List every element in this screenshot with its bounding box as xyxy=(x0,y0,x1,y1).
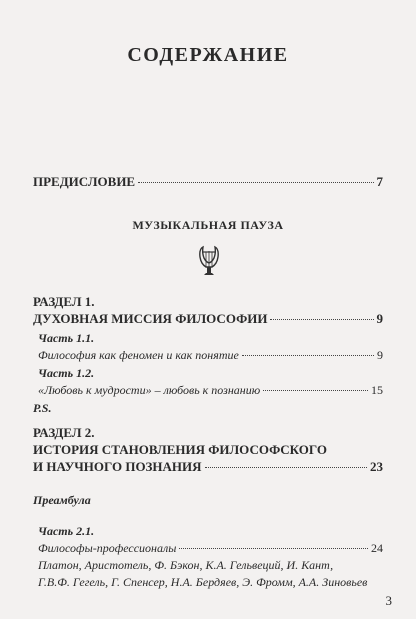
page-title: СОДЕРЖАНИЕ xyxy=(127,44,289,66)
toc-entry-section-1[interactable] xyxy=(33,311,383,327)
toc-entry-page: 9 xyxy=(377,348,383,362)
toc-entry-page: 9 xyxy=(376,311,383,326)
leader-dots xyxy=(179,548,368,549)
leader-dots xyxy=(138,182,373,183)
postscript-label: P.S. xyxy=(33,401,52,415)
toc-entry-part-1-1[interactable] xyxy=(38,348,383,363)
toc-entry-label: ДУХОВНАЯ МИССИЯ ФИЛОСОФИИ xyxy=(33,311,268,326)
toc-entry-page: 23 xyxy=(370,459,383,474)
part-2-1-label: Часть 2.1. xyxy=(38,524,95,538)
section-1-heading: РАЗДЕЛ 1. xyxy=(33,294,95,309)
music-pause-heading: МУЗЫКАЛЬНАЯ ПАУЗА xyxy=(132,218,284,232)
toc-entry-label: Философия как феномен и как понятие xyxy=(38,348,239,362)
preamble-label: Преамбула xyxy=(33,493,91,507)
leader-dots xyxy=(270,319,373,320)
section-2-heading: РАЗДЕЛ 2. xyxy=(33,425,95,440)
lyre-icon xyxy=(198,245,220,277)
toc-entry-label: Философы-профессионалы xyxy=(38,541,177,555)
section-2-title-line-1: ИСТОРИЯ СТАНОВЛЕНИЯ ФИЛОСОФСКОГО xyxy=(33,442,327,457)
leader-dots xyxy=(242,355,374,356)
page-number: 3 xyxy=(385,593,392,608)
toc-entry-page: 7 xyxy=(376,174,383,189)
toc-entry-page: 24 xyxy=(371,541,383,555)
toc-entry-label: И НАУЧНОГО ПОЗНАНИЯ xyxy=(33,459,202,474)
toc-entry-label: «Любовь к мудрости» – любовь к познанию xyxy=(38,383,261,397)
leader-dots xyxy=(205,467,367,468)
toc-entry-section-2[interactable] xyxy=(33,459,383,475)
toc-entry-part-2-1[interactable] xyxy=(38,541,383,556)
toc-entry-preface[interactable] xyxy=(33,174,383,190)
toc-entry-label: ПРЕДИСЛОВИЕ xyxy=(33,174,136,189)
toc-entry-page: 15 xyxy=(371,383,383,397)
philosophers-list-line-2: Г.В.Ф. Гегель, Г. Спенсер, Н.А. Бердяев, Э. Фромм, А.А. Зиновьев xyxy=(38,575,368,589)
leader-dots xyxy=(263,390,368,391)
philosophers-list-line-1: Платон, Аристотель, Ф. Бэкон, К.А. Гельвеций, И. Кант, xyxy=(38,558,334,572)
part-1-1-label: Часть 1.1. xyxy=(38,331,95,345)
part-1-2-label: Часть 1.2. xyxy=(38,366,95,380)
toc-entry-part-1-2[interactable] xyxy=(38,383,383,398)
